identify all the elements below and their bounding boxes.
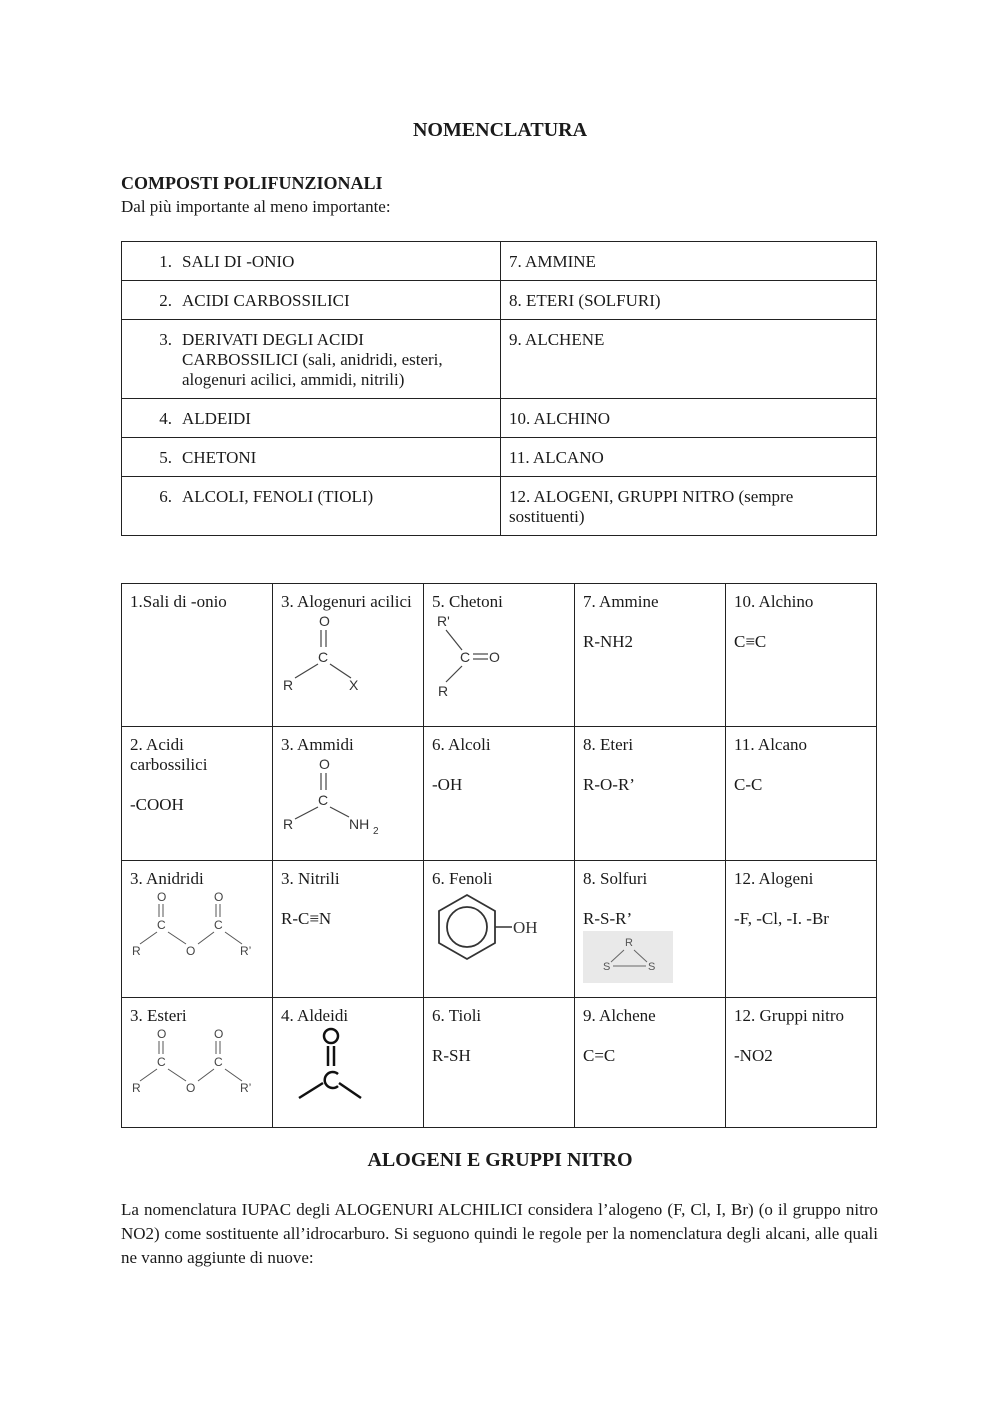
group-name: 4. Aldeidi	[281, 1006, 349, 1025]
group-formula: R-SH	[432, 1046, 471, 1065]
group-name: 9. Alchene	[583, 1006, 656, 1025]
section-subtitle: Dal più importante al meno importante:	[121, 197, 391, 216]
aldehyde-structure	[281, 1026, 391, 1106]
table-row	[122, 242, 877, 281]
atom-label: S	[603, 961, 611, 973]
atom-label: R'	[437, 613, 450, 629]
group-name: 6. Fenoli	[432, 869, 493, 888]
group-name: 12. Alogeni	[734, 869, 814, 888]
group-formula: -OH	[432, 775, 463, 794]
ester-structure	[130, 1026, 265, 1096]
table-cell	[501, 438, 877, 477]
atom-label: R	[625, 937, 633, 949]
section-heading-halogens: ALOGENI E GRUPPI NITRO	[367, 1149, 633, 1171]
phenol-structure	[432, 889, 567, 969]
group-name: 11. Alcano	[734, 735, 808, 754]
atom-label: O	[157, 1027, 167, 1041]
table-cell	[122, 281, 501, 320]
group-cell	[424, 584, 575, 727]
group-cell	[273, 727, 424, 861]
atom-label: O	[214, 1027, 224, 1041]
group-formula: C=C	[583, 1046, 616, 1065]
atom-label: C	[318, 649, 329, 665]
group-cell	[726, 584, 877, 727]
atom-label: C	[460, 649, 471, 665]
acyl-halide-structure	[281, 612, 371, 692]
group-name: 8. Solfuri	[583, 869, 648, 888]
group-cell	[575, 584, 726, 727]
atom-label: R	[283, 816, 294, 832]
group-cell	[424, 727, 575, 861]
table-row	[122, 584, 877, 727]
group-name: 2. Acidi carbossilici	[130, 735, 208, 774]
item-label: 12. ALOGENI, GRUPPI NITRO (sempre sostituenti)	[509, 487, 794, 526]
priority-table	[121, 241, 877, 536]
atom-label: O	[214, 890, 224, 904]
item-label: 10. ALCHINO	[509, 409, 611, 428]
group-cell	[273, 998, 424, 1128]
group-formula: R-NH2	[583, 632, 634, 651]
table-row	[122, 399, 877, 438]
table-row	[122, 281, 877, 320]
amide-structure	[281, 755, 391, 835]
item-label: ACIDI CARBOSSILICI	[182, 291, 350, 310]
atom-label: R	[438, 683, 449, 697]
atom-label: R	[132, 944, 141, 958]
group-cell	[424, 998, 575, 1128]
atom-label: C	[157, 918, 166, 932]
group-name: 6. Tioli	[432, 1006, 482, 1025]
group-name: 3. Esteri	[130, 1006, 187, 1025]
atom-label: C	[157, 1055, 166, 1069]
atom-label: O	[157, 890, 167, 904]
group-cell	[122, 861, 273, 998]
group-cell	[424, 861, 575, 998]
table-cell	[501, 242, 877, 281]
atom-label: X	[349, 677, 359, 692]
item-label: 7. AMMINE	[509, 252, 596, 271]
table-cell	[501, 281, 877, 320]
group-formula: C-C	[734, 775, 763, 794]
item-label: ALCOLI, FENOLI (TIOLI)	[182, 487, 374, 506]
atom-label: O	[489, 649, 500, 665]
group-name: 3. Anidridi	[130, 869, 204, 888]
group-cell	[726, 998, 877, 1128]
table-row	[122, 998, 877, 1128]
table-row	[122, 477, 877, 536]
table-cell	[122, 320, 501, 399]
group-formula: -NO2	[734, 1046, 773, 1065]
atom-label: NH	[349, 816, 370, 832]
group-name: 3. Alogenuri acilici	[281, 592, 412, 611]
group-name: 1.Sali di -onio	[130, 592, 227, 611]
item-label: CHETONI	[182, 448, 257, 467]
table-cell	[122, 242, 501, 281]
group-cell	[726, 861, 877, 998]
item-number: 5.	[159, 448, 172, 467]
anhydride-structure	[130, 889, 265, 959]
table-cell	[501, 399, 877, 438]
table-cell	[501, 477, 877, 536]
table-cell	[122, 399, 501, 438]
group-formula: R-O-R’	[583, 775, 635, 794]
group-cell	[726, 727, 877, 861]
table-row	[122, 861, 877, 998]
group-name: 5. Chetoni	[432, 592, 503, 611]
sulfide-structure	[583, 929, 678, 984]
table-row	[122, 320, 877, 399]
group-cell	[273, 861, 424, 998]
item-number: 1.	[159, 252, 172, 271]
item-label: DERIVATI DEGLI ACIDI CARBOSSILICI (sali, anidridi, esteri, alogenuri acilici, ammidi, nitrili)	[182, 330, 443, 389]
item-label: SALI DI -ONIO	[182, 252, 295, 271]
atom-label: 2	[373, 826, 379, 835]
atom-label: O	[319, 613, 330, 629]
table-cell	[122, 438, 501, 477]
atom-label: OH	[513, 918, 538, 937]
group-formula: C≡C	[734, 632, 767, 651]
group-cell	[575, 998, 726, 1128]
group-formula: R-C≡N	[281, 909, 332, 928]
item-label: 8. ETERI (SOLFURI)	[509, 291, 661, 310]
item-label: 9. ALCHENE	[509, 330, 605, 349]
group-formula: R-S-R’	[583, 909, 633, 928]
group-name: 3. Nitrili	[281, 869, 340, 888]
table-row	[122, 438, 877, 477]
group-name: 3. Ammidi	[281, 735, 354, 754]
group-cell	[575, 861, 726, 998]
group-name: 8. Eteri	[583, 735, 634, 754]
group-cell	[273, 584, 424, 727]
atom-label: R	[132, 1081, 141, 1095]
atom-label: S	[648, 961, 656, 973]
atom-label: R’	[240, 1081, 252, 1095]
atom-label: O	[319, 756, 330, 772]
item-label: ALDEIDI	[182, 409, 251, 428]
item-number: 4.	[159, 409, 172, 428]
table-cell	[501, 320, 877, 399]
atom-label: R	[283, 677, 294, 692]
ketone-structure	[432, 612, 522, 697]
group-cell	[122, 727, 273, 861]
item-number: 2.	[159, 291, 172, 310]
atom-label: C	[318, 792, 329, 808]
group-name: 7. Ammine	[583, 592, 659, 611]
group-name: 12. Gruppi nitro	[734, 1006, 845, 1025]
group-cell	[575, 727, 726, 861]
atom-label: C	[214, 918, 223, 932]
group-name: 6. Alcoli	[432, 735, 491, 754]
atom-label: C	[214, 1055, 223, 1069]
item-number: 3.	[159, 330, 172, 349]
page-title: NOMENCLATURA	[412, 119, 588, 141]
atom-label: O	[186, 1081, 196, 1095]
body-paragraph: La nomenclatura IUPAC degli ALOGENURI ALCHILICI considera l’alogeno (F, Cl, I, Br) (o il gruppo nitro NO2) come sostituente all’idrocarburo. Si seguono quindi le regole per la nomenclatura degli alcani, alle quali ne vanno aggiunte di nuove:	[121, 1200, 878, 1267]
table-row	[122, 727, 877, 861]
group-name: 10. Alchino	[734, 592, 814, 611]
group-formula: -COOH	[130, 795, 184, 814]
functional-groups-table	[121, 583, 877, 1128]
group-cell	[122, 998, 273, 1128]
section-heading: COMPOSTI POLIFUNZIONALI	[121, 173, 383, 193]
atom-label: R’	[240, 944, 252, 958]
atom-label: O	[186, 944, 196, 958]
group-cell	[122, 584, 273, 727]
item-label: 11. ALCANO	[509, 448, 604, 467]
group-formula: -F, -Cl, -I. -Br	[734, 909, 829, 928]
table-cell	[122, 477, 501, 536]
item-number: 6.	[159, 487, 172, 506]
